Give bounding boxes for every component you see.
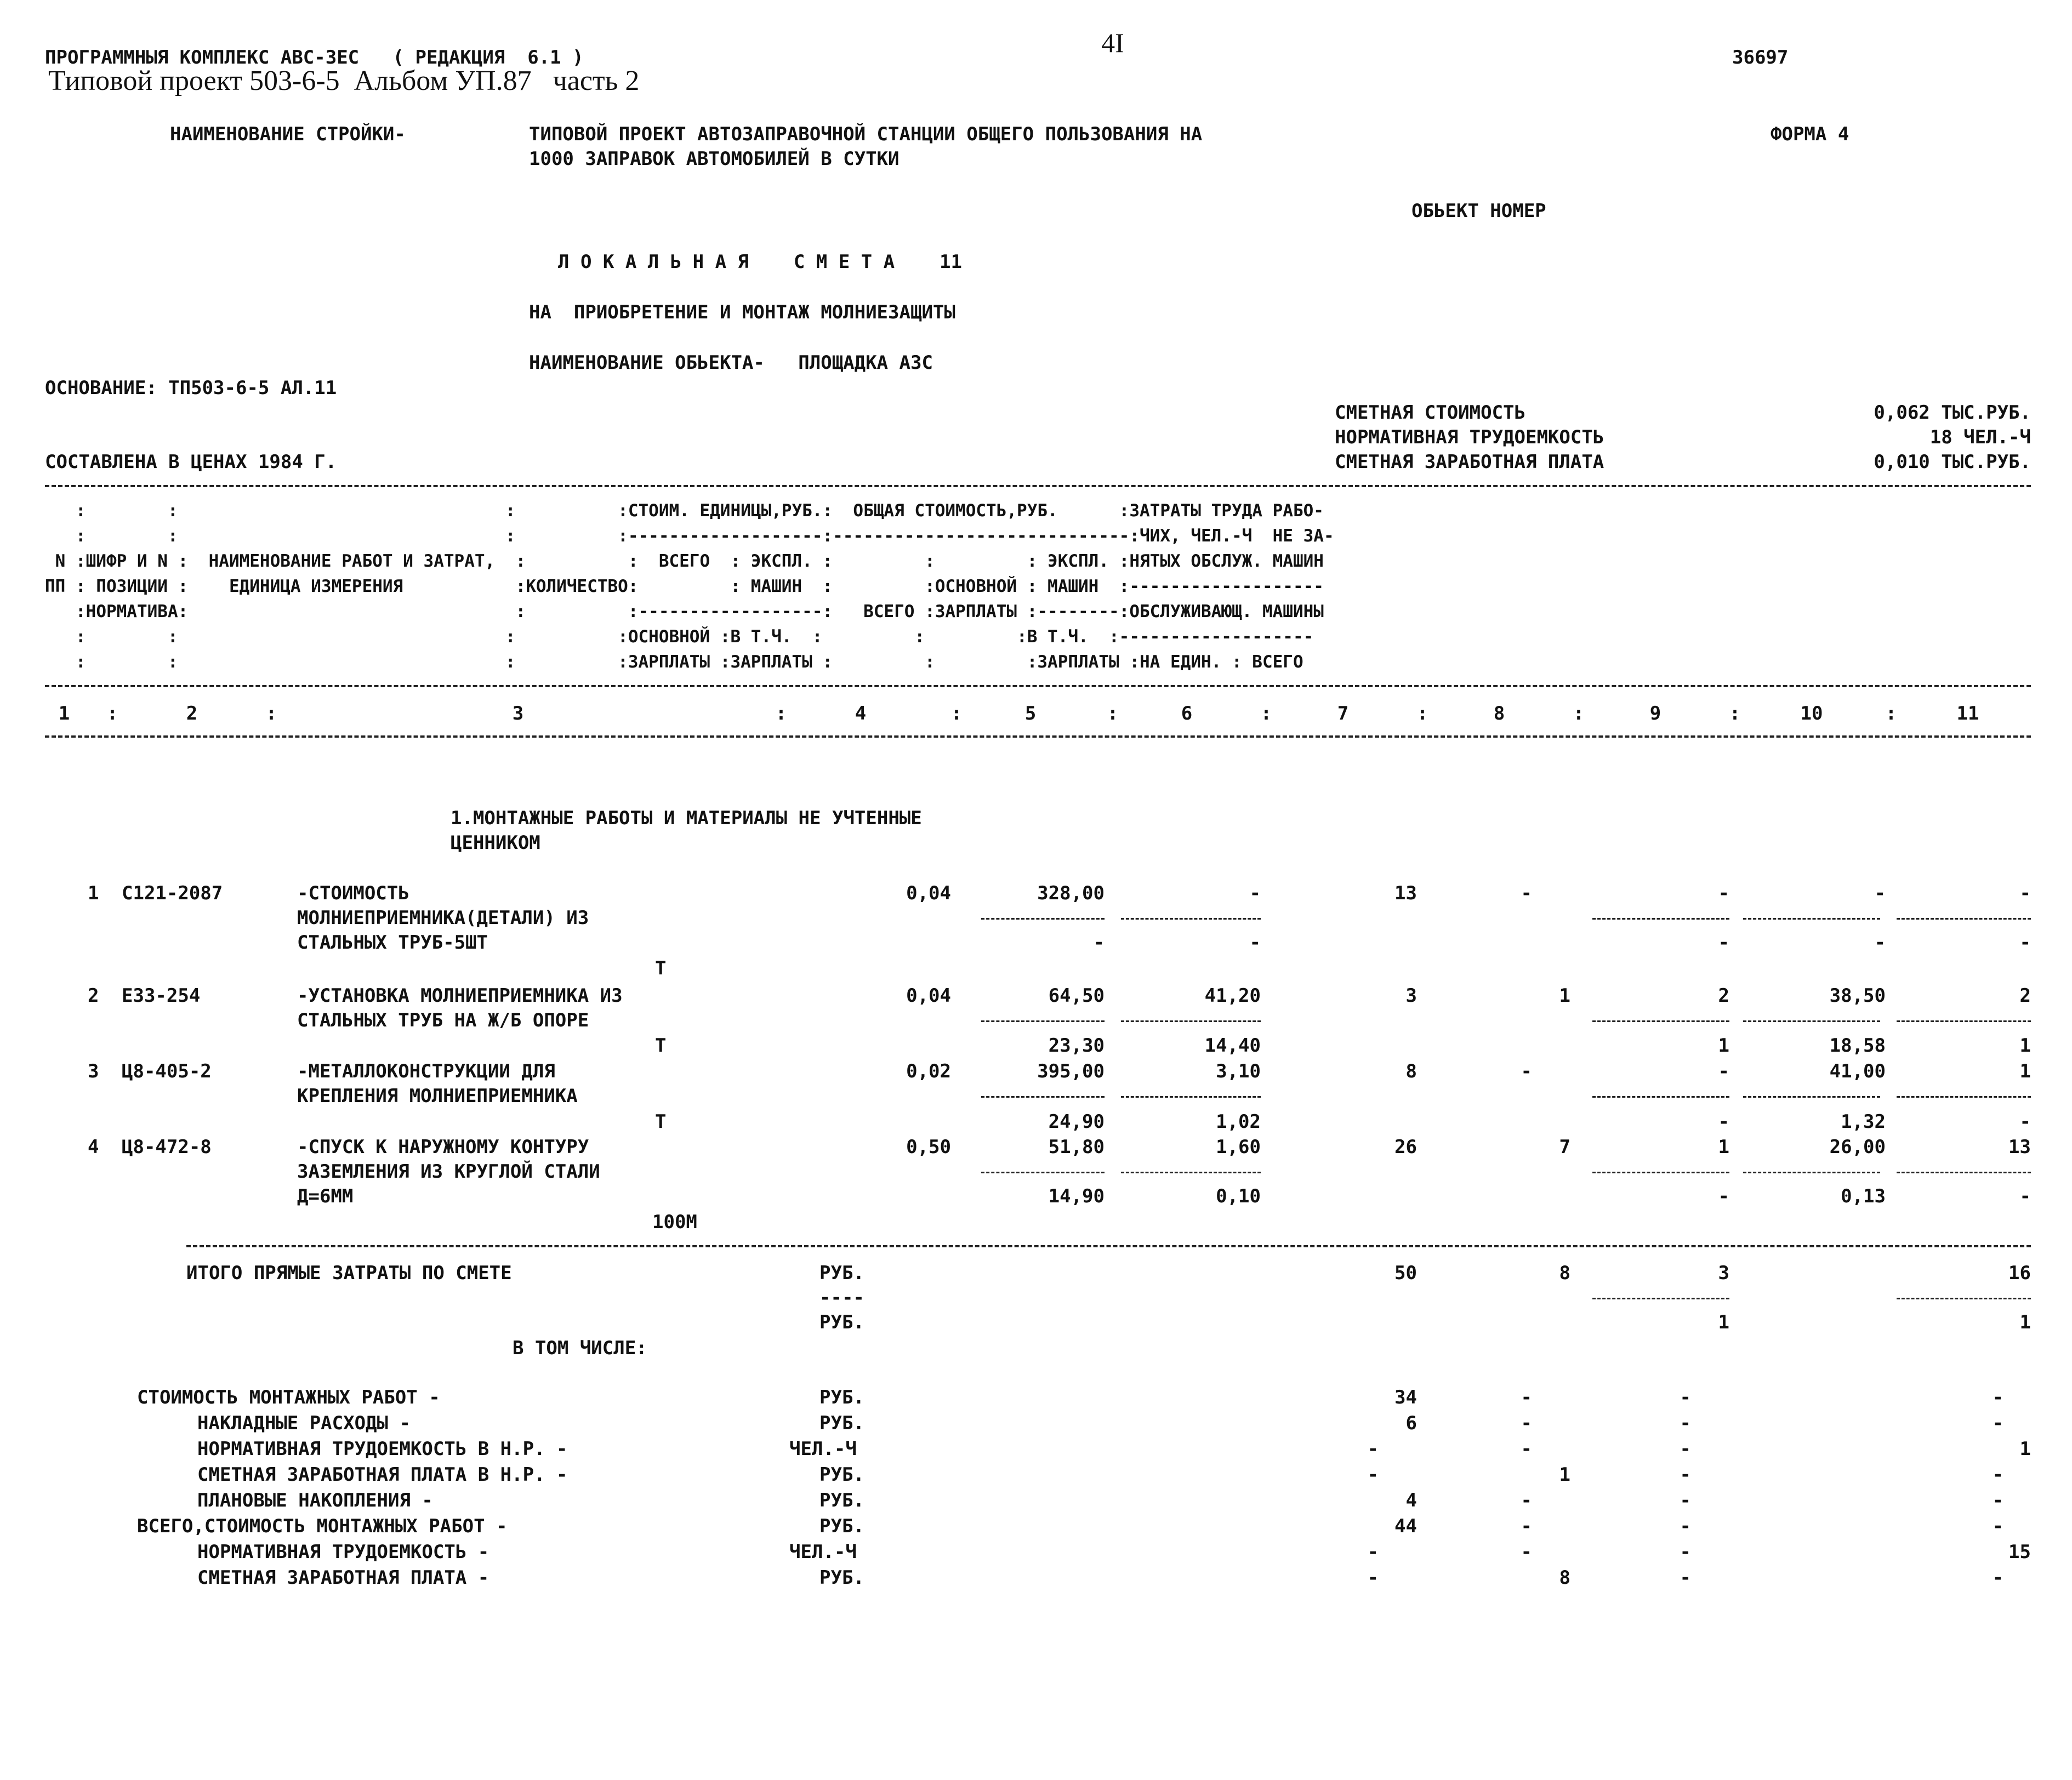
breakdown-labor: 15	[2008, 1541, 2031, 1563]
header-top-rule	[45, 485, 2031, 487]
breakdown-cost: -	[1367, 1541, 1379, 1563]
summary-value: 0,062 ТЫС.РУБ.	[1874, 402, 2031, 424]
base-wages: 1	[1559, 985, 1570, 1007]
column-separator: :	[106, 703, 118, 724]
column-number: 11	[1956, 703, 1979, 724]
unit: Т	[655, 957, 667, 979]
total-cost: 26	[1394, 1136, 1417, 1158]
norm-code: Ц8-405-2	[122, 1060, 212, 1082]
machine-wages-per-unit: 14,40	[1204, 1035, 1261, 1057]
operator-labor-total: -	[2019, 932, 2031, 954]
totals-unit: РУБ.	[819, 1311, 864, 1333]
unit-cost-machines: 41,20	[1204, 985, 1261, 1007]
unit: Т	[655, 1111, 667, 1133]
operator-labor-total: 1	[2019, 1035, 2031, 1057]
breakdown-label: ВСЕГО,СТОИМОСТЬ МОНТАЖНЫХ РАБОТ -	[137, 1515, 508, 1537]
operator-labor-per-unit: 0,13	[1841, 1185, 1886, 1207]
machine-operation: -	[1718, 882, 1729, 904]
breakdown-unit: РУБ.	[819, 1567, 864, 1589]
column-separator: :	[1416, 703, 1428, 724]
header-line: ПП : ПОЗИЦИИ : ЕДИНИЦА ИЗМЕРЕНИЯ :КОЛИЧЕСТВО: : МАШИН : :ОСНОВНОЙ : МАШИН :-------------------	[45, 577, 1324, 596]
unit-cost-total: 395,00	[1037, 1060, 1105, 1082]
breakdown-machines: -	[1680, 1387, 1691, 1408]
base-wages: 8	[1559, 1262, 1570, 1284]
totals-unit: РУБ.	[819, 1262, 864, 1284]
norm-code: С121-2087	[122, 882, 223, 904]
summary-value: 18 ЧЕЛ.-Ч	[1929, 426, 2031, 448]
column-number: 10	[1800, 703, 1823, 724]
breakdown-cost: 6	[1405, 1412, 1417, 1434]
totals-label: ИТОГО ПРЯМЫЕ ЗАТРАТЫ ПО СМЕТЕ	[186, 1262, 512, 1284]
work-name: КРЕПЛЕНИЯ МОЛНИЕПРИЕМНИКА	[297, 1085, 578, 1107]
quantity: 0,04	[906, 985, 951, 1007]
including-label: В ТОМ ЧИСЛЕ:	[513, 1337, 647, 1359]
base-wages: -	[1521, 1060, 1532, 1082]
unit-cost-total: 51,80	[1048, 1136, 1105, 1158]
breakdown-label: НОРМАТИВНАЯ ТРУДОЕМКОСТЬ В Н.Р. -	[197, 1438, 568, 1460]
work-name: -МЕТАЛЛОКОНСТРУКЦИИ ДЛЯ	[297, 1060, 555, 1082]
unit: Т	[655, 1035, 667, 1057]
row-number: 3	[88, 1060, 99, 1082]
work-name: СТАЛЬНЫХ ТРУБ-5ШТ	[297, 932, 488, 954]
document-number: 36697	[1732, 47, 1789, 69]
form-label: ФОРМА 4	[1771, 123, 1849, 145]
unit-cost-machines: 1,60	[1216, 1136, 1261, 1158]
norm-code: Ц8-472-8	[122, 1136, 212, 1158]
base-wages-per-unit: 23,30	[1048, 1035, 1105, 1057]
header-line: :НОРМАТИВА: : :------------------: ВСЕГО :ЗАРПЛАТЫ :--------:ОБСЛУЖИВАЮЩ. МАШИНЫ	[45, 602, 1324, 621]
unit-cost-machines: 3,10	[1216, 1060, 1261, 1082]
breakdown-machines: -	[1680, 1515, 1691, 1537]
totals-rule	[186, 1245, 2031, 1247]
breakdown-unit: РУБ.	[819, 1412, 864, 1434]
breakdown-wages: -	[1521, 1387, 1532, 1408]
labor-total: 2	[2019, 985, 2031, 1007]
summary-label: СМЕТНАЯ СТОИМОСТЬ	[1335, 402, 1525, 424]
header-bottom-rule	[45, 735, 2031, 738]
breakdown-cost: 4	[1405, 1490, 1417, 1511]
breakdown-unit: РУБ.	[819, 1515, 864, 1537]
machine-wages-per-unit: 1,02	[1216, 1111, 1261, 1133]
breakdown-machines: -	[1680, 1567, 1691, 1589]
base-wages-per-unit: 14,90	[1048, 1185, 1105, 1207]
unit-cost-total: 328,00	[1037, 882, 1105, 904]
column-separator: :	[1573, 703, 1585, 724]
machine-wages: -	[1718, 932, 1729, 954]
breakdown-unit: ЧЕЛ.-Ч	[789, 1541, 857, 1563]
base-wages-per-unit: 24,90	[1048, 1111, 1105, 1133]
construction-line-1: ТИПОВОЙ ПРОЕКТ АВТОЗАПРАВОЧНОЙ СТАНЦИИ ОБЩЕГО ПОЛЬЗОВАНИЯ НА	[529, 123, 1203, 145]
section-title: 1.МОНТАЖНЫЕ РАБОТЫ И МАТЕРИАЛЫ НЕ УЧТЕННЫЕ	[451, 807, 922, 829]
object-name: НАИМЕНОВАНИЕ ОБЬЕКТА- ПЛОЩАДКА АЗС	[529, 352, 933, 374]
work-name: -СТОИМОСТЬ	[297, 882, 409, 904]
column-number: 4	[855, 703, 867, 724]
operator-labor-per-unit: -	[1874, 932, 1886, 954]
operator-labor-per-unit: 18,58	[1829, 1035, 1886, 1057]
breakdown-label: СТОИМОСТЬ МОНТАЖНЫХ РАБОТ -	[137, 1387, 440, 1408]
column-separator: :	[1260, 703, 1272, 724]
row-number: 1	[88, 882, 99, 904]
breakdown-label: НАКЛАДНЫЕ РАСХОДЫ -	[197, 1412, 411, 1434]
construction-line-2: 1000 ЗАПРАВОК АВТОМОБИЛЕЙ В СУТКИ	[529, 148, 900, 170]
operator-labor-total: -	[2019, 1111, 2031, 1133]
breakdown-labor: -	[1992, 1412, 2003, 1434]
breakdown-machines: -	[1680, 1490, 1691, 1511]
breakdown-label: СМЕТНАЯ ЗАРАБОТНАЯ ПЛАТА В Н.Р. -	[197, 1464, 568, 1486]
breakdown-machines: -	[1680, 1464, 1691, 1486]
column-separator: :	[950, 703, 963, 724]
column-number: 5	[1024, 703, 1037, 724]
section-title: ЦЕННИКОМ	[451, 832, 540, 854]
total-cost: 3	[1405, 985, 1417, 1007]
machine-operation: 1	[1718, 1136, 1729, 1158]
compiled-prices: СОСТАВЛЕНА В ЦЕНАХ 1984 Г.	[45, 451, 337, 473]
breakdown-unit: ЧЕЛ.-Ч	[789, 1438, 857, 1460]
totals-unit-dash: ----	[819, 1287, 864, 1309]
base-wages: -	[1521, 882, 1532, 904]
basis: ОСНОВАНИЕ: ТП503-6-5 АЛ.11	[45, 377, 337, 399]
header-line: : : : :ЗАРПЛАТЫ :ЗАРПЛАТЫ : : :ЗАРПЛАТЫ :НА ЕДИН. : ВСЕГО	[45, 652, 1303, 672]
machine-wages: 1	[1718, 1311, 1729, 1333]
column-number: 3	[512, 703, 524, 724]
breakdown-labor: -	[1992, 1515, 2003, 1537]
base-wages: 7	[1559, 1136, 1570, 1158]
total-cost: 50	[1394, 1262, 1417, 1284]
construction-label: НАИМЕНОВАНИЕ СТРОЙКИ-	[170, 123, 406, 145]
breakdown-cost: -	[1367, 1464, 1379, 1486]
breakdown-machines: -	[1680, 1412, 1691, 1434]
breakdown-label: ПЛАНОВЫЕ НАКОПЛЕНИЯ -	[197, 1490, 433, 1511]
breakdown-wages: -	[1521, 1541, 1532, 1563]
norm-code: Е33-254	[122, 985, 201, 1007]
breakdown-labor: -	[1992, 1490, 2003, 1511]
total-cost: 8	[1405, 1060, 1417, 1082]
object-number-label: ОБЬЕКТ НОМЕР	[1411, 200, 1546, 222]
work-name: Д=6ММ	[297, 1185, 354, 1207]
breakdown-labor: -	[1992, 1567, 2003, 1589]
column-separator: :	[1885, 703, 1897, 724]
summary-label: НОРМАТИВНАЯ ТРУДОЕМКОСТЬ	[1335, 426, 1604, 448]
breakdown-wages: -	[1521, 1412, 1532, 1434]
breakdown-labor: -	[1992, 1464, 2003, 1486]
breakdown-wages: 1	[1559, 1464, 1570, 1486]
unit-cost-machines: -	[1249, 882, 1261, 904]
breakdown-unit: РУБ.	[819, 1490, 864, 1511]
breakdown-labor: -	[1992, 1387, 2003, 1408]
header-mid-rule	[45, 685, 2031, 687]
labor-per-unit: -	[1874, 882, 1886, 904]
operator-labor-total: -	[2019, 1185, 2031, 1207]
breakdown-cost: -	[1367, 1438, 1379, 1460]
column-number: 9	[1649, 703, 1661, 724]
breakdown-label: НОРМАТИВНАЯ ТРУДОЕМКОСТЬ -	[197, 1541, 489, 1563]
column-number: 6	[1181, 703, 1193, 724]
operator-labor-per-unit: 1,32	[1841, 1111, 1886, 1133]
column-separator: :	[775, 703, 787, 724]
header-line: : : : :СТОИМ. ЕДИНИЦЫ,РУБ.: ОБЩАЯ СТОИМОСТЬ,РУБ. :ЗАТРАТЫ ТРУДА РАБО-	[45, 501, 1324, 521]
project-line: Типовой проект 503-6-5 Альбом УП.87 часть 2	[48, 65, 640, 96]
program-line: ПРОГРАММНЫЯ КОМПЛЕКС АВС-3ЕС ( РЕДАКЦИЯ 6.1 )	[45, 47, 584, 69]
row-number: 4	[88, 1136, 99, 1158]
estimate-subtitle: НА ПРИОБРЕТЕНИЕ И МОНТАЖ МОЛНИЕЗАЩИТЫ	[529, 301, 955, 323]
breakdown-wages: 8	[1559, 1567, 1570, 1589]
quantity: 0,02	[906, 1060, 951, 1082]
work-name: -СПУСК К НАРУЖНОМУ КОНТУРУ	[297, 1136, 589, 1158]
row-number: 2	[88, 985, 99, 1007]
column-separator: :	[1107, 703, 1119, 724]
machine-wages: 1	[1718, 1035, 1729, 1057]
header-line: : : : :ОСНОВНОЙ :В Т.Ч. : : :В Т.Ч. :-------------------	[45, 627, 1314, 647]
machine-operation: 3	[1718, 1262, 1729, 1284]
breakdown-cost: -	[1367, 1567, 1379, 1589]
column-number: 8	[1493, 703, 1505, 724]
header-line: N :ШИФР И N : НАИМЕНОВАНИЕ РАБОТ И ЗАТРАТ, : : ВСЕГО : ЭКСПЛ. : : : ЭКСПЛ. :НЯТЫХ ОБСЛУЖ. МАШИН	[45, 551, 1324, 571]
header-line: : : : :-------------------:-----------------------------:ЧИХ, ЧЕЛ.-Ч НЕ ЗА-	[45, 526, 1334, 546]
machine-wages: -	[1718, 1111, 1729, 1133]
quantity: 0,50	[906, 1136, 951, 1158]
machine-wages: -	[1718, 1185, 1729, 1207]
breakdown-machines: -	[1680, 1438, 1691, 1460]
labor-total: -	[2019, 882, 2031, 904]
breakdown-unit: РУБ.	[819, 1387, 864, 1408]
labor-per-unit: 41,00	[1829, 1060, 1886, 1082]
labor-per-unit: 38,50	[1829, 985, 1886, 1007]
breakdown-unit: РУБ.	[819, 1464, 864, 1486]
base-wages-per-unit: -	[1093, 932, 1105, 954]
work-name: ЗАЗЕМЛЕНИЯ ИЗ КРУГЛОЙ СТАЛИ	[297, 1161, 600, 1183]
labor-total: 16	[2008, 1262, 2031, 1284]
work-name: МОЛНИЕПРИЕМНИКА(ДЕТАЛИ) ИЗ	[297, 907, 589, 929]
breakdown-wages: -	[1521, 1515, 1532, 1537]
breakdown-label: СМЕТНАЯ ЗАРАБОТНАЯ ПЛАТА -	[197, 1567, 489, 1589]
column-number: 1	[58, 703, 70, 724]
quantity: 0,04	[906, 882, 951, 904]
breakdown-wages: -	[1521, 1490, 1532, 1511]
breakdown-labor: 1	[2019, 1438, 2031, 1460]
machine-wages-per-unit: -	[1249, 932, 1261, 954]
breakdown-cost: 44	[1394, 1515, 1417, 1537]
labor-total: 13	[2008, 1136, 2031, 1158]
labor-total: 1	[2019, 1060, 2031, 1082]
unit-cost-total: 64,50	[1048, 985, 1105, 1007]
machine-operation: 2	[1718, 985, 1729, 1007]
summary-value: 0,010 ТЫС.РУБ.	[1874, 451, 2031, 473]
column-number: 2	[186, 703, 198, 724]
machine-operation: -	[1718, 1060, 1729, 1082]
labor-per-unit: 26,00	[1829, 1136, 1886, 1158]
column-number: 7	[1337, 703, 1349, 724]
page-number: 4I	[1101, 27, 1124, 58]
summary-label: СМЕТНАЯ ЗАРАБОТНАЯ ПЛАТА	[1335, 451, 1604, 473]
unit: 100М	[652, 1211, 697, 1233]
breakdown-wages: -	[1521, 1438, 1532, 1460]
column-separator: :	[265, 703, 277, 724]
total-cost: 13	[1394, 882, 1417, 904]
breakdown-cost: 34	[1394, 1387, 1417, 1408]
work-name: -УСТАНОВКА МОЛНИЕПРИЕМНИКА ИЗ	[297, 985, 623, 1007]
work-name: СТАЛЬНЫХ ТРУБ НА Ж/Б ОПОРЕ	[297, 1009, 589, 1031]
operator-labor-total: 1	[2019, 1311, 2031, 1333]
machine-wages-per-unit: 0,10	[1216, 1185, 1261, 1207]
breakdown-machines: -	[1680, 1541, 1691, 1563]
estimate-title: Л О К А Л Ь Н А Я С М Е Т А 11	[558, 251, 962, 273]
column-separator: :	[1729, 703, 1741, 724]
